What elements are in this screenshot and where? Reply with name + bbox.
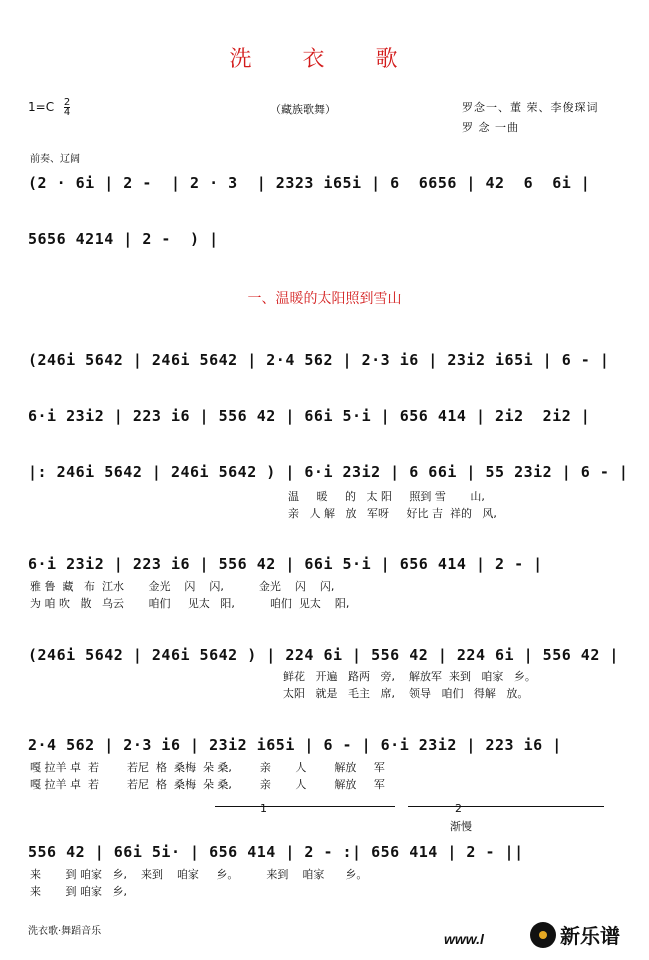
composer-credit: 罗 念 一曲 <box>462 121 519 134</box>
staff-line-3: (246i 5642 | 246i 5642 | 2·4 562 | 2·3 i6 | 23i2 i65i | 6 - | <box>28 351 610 369</box>
lyric-line-7b: 太阳 就是 毛主 席, 领导 咱们 得解 放。 <box>283 687 529 700</box>
watermark-logo <box>530 920 620 949</box>
watermark-url: www.l <box>444 931 484 947</box>
lyricist-credit: 罗念一、董 荣、李俊琛词 <box>462 101 599 114</box>
time-signature <box>64 98 70 117</box>
key-signature <box>28 98 70 117</box>
staff-line-5: |: 246i 5642 | 246i 5642 ) | 6·i 23i2 | 6 66i | 55 23i2 | 6 - | <box>28 463 629 481</box>
key-label: 1=C <box>28 100 55 114</box>
first-ending-bracket <box>215 806 395 813</box>
time-denominator: 4 <box>63 107 71 118</box>
intro-label: 前奏、辽阔 <box>30 154 80 165</box>
record-disc-icon <box>530 922 556 948</box>
staff-line-2: 5656 4214 | 2 - ) | <box>28 230 219 248</box>
lyric-line-8b: 嘎 拉羊 卓 若 若尼 格 桑梅 朵 桑, 亲 人 解放 军 <box>30 778 385 791</box>
lyric-line-8a: 嘎 拉羊 卓 若 若尼 格 桑梅 朵 桑, 亲 人 解放 军 <box>30 761 385 774</box>
staff-line-9: 556 42 | 66i 5i· | 656 414 | 2 - :| 656 414 | 2 - || <box>28 843 524 861</box>
lyric-line-5a: 温 暖 的 太 阳 照到 雪 山, <box>288 490 485 503</box>
logo-text: 新乐谱 <box>560 924 620 948</box>
staff-line-6: 6·i 23i2 | 223 i6 | 556 42 | 66i 5·i | 656 414 | 2 - | <box>28 555 543 573</box>
section-title: 一、温暖的太阳照到雪山 <box>247 291 402 307</box>
footer-caption: 洗衣歌·舞蹈音乐 <box>28 926 102 937</box>
time-numerator: 2 <box>63 97 71 108</box>
second-ending-bracket <box>408 806 604 813</box>
lyric-line-5b: 亲 人 解 放 军呀 好比 吉 祥的 风, <box>288 507 497 520</box>
staff-line-8: 2·4 562 | 2·3 i6 | 23i2 i65i | 6 - | 6·i 23i2 | 223 i6 | <box>28 736 562 754</box>
lyric-line-9a: 来 到 咱家 乡, 来到 咱家 乡。 来到 咱家 乡。 <box>30 868 368 881</box>
song-title: 洗 衣 歌 <box>229 47 420 72</box>
staff-line-4: 6·i 23i2 | 223 i6 | 556 42 | 66i 5·i | 656 414 | 2i2 2i2 | <box>28 407 591 425</box>
genre-subtitle: （藏族歌舞） <box>270 103 336 116</box>
first-ending-number: 1 <box>260 802 267 815</box>
lyric-line-9b: 来 到 咱家 乡, <box>30 885 127 898</box>
lyric-line-6b: 为 咱 吹 散 乌云 咱们 见太 阳, 咱们 见太 阳, <box>30 597 350 610</box>
lyric-line-6a: 雅 鲁 藏 布 江水 金光 闪 闪, 金光 闪 闪, <box>30 580 335 593</box>
tempo-marking: 渐慢 <box>450 820 472 833</box>
staff-line-1: (2 · 6i | 2 - | 2 · 3 | 2323 i65i | 6 6656 | 42 6 6i | <box>28 174 591 192</box>
second-ending-number: 2 <box>455 802 462 815</box>
staff-line-7: (246i 5642 | 246i 5642 ) | 224 6i | 556 42 | 224 6i | 556 42 | <box>28 646 619 664</box>
lyric-line-7a: 鲜花 开遍 路两 旁, 解放军 来到 咱家 乡。 <box>283 670 536 683</box>
